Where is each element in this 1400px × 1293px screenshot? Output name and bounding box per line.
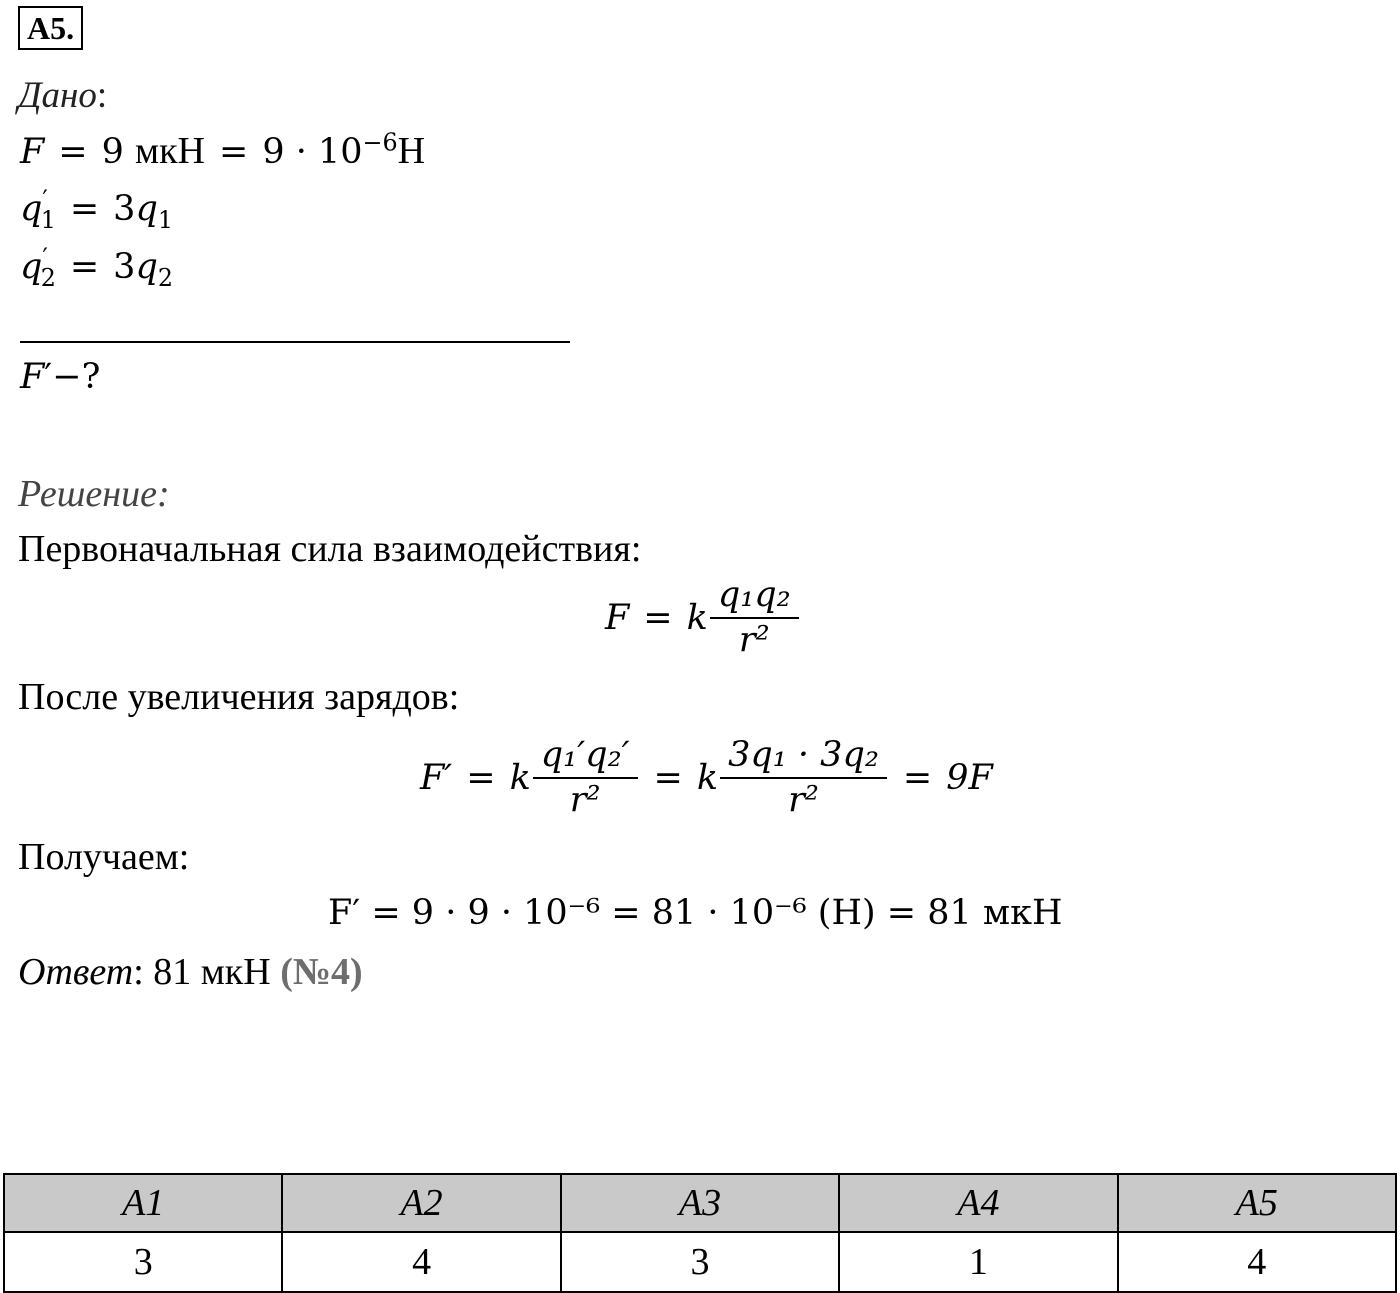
formula2-denominator-1: r² (533, 777, 638, 818)
given-force-si-exp: −6 (362, 128, 398, 157)
answer-label: Ответ (18, 951, 134, 993)
answers-header-cell: A1 (4, 1174, 282, 1232)
given-q2-coef: 3 (113, 247, 136, 287)
answers-header-cell: A3 (561, 1174, 839, 1232)
answers-value-cell: 3 (4, 1232, 282, 1292)
given-q1-rhs-var: q (135, 189, 158, 229)
solution-step-initial-force: Первоначальная сила взаимодействия: (18, 528, 642, 570)
answers-table-header-row (4, 1174, 1396, 1232)
final-calculation-formula: F′ = 9 · 9 · 10⁻⁶ = 81 · 10⁻⁶ (Н) = 81 мкН (328, 893, 1063, 933)
given-force: F = 9 мкН = $9 \cdot 10^{-6}Н$ (20, 128, 426, 172)
formula2-denominator-2: r² (720, 777, 887, 818)
given-force-value: 9 (101, 132, 124, 172)
formula2-fraction-1 (537, 735, 634, 820)
answers-value-cell: 3 (561, 1232, 839, 1292)
given-heading: Дано: (18, 75, 108, 116)
formula2-k1: k (509, 757, 531, 798)
given-force-si-value: 9 (262, 132, 285, 172)
find-unknown (20, 357, 101, 397)
given-q1-var: q (20, 189, 43, 229)
new-force-formula: F′ = k $\frac{\text{q₁′q₂′}}{\text{r²}}$ = k $\frac{\text{3q₁ · 3q₂}}{\text{r²}}$ = 9F (420, 735, 993, 820)
answers-value-cell: 4 (282, 1232, 560, 1292)
answers-header-cell: A4 (839, 1174, 1117, 1232)
given-divider (20, 341, 570, 343)
given-q2-prime: ′ (42, 243, 48, 272)
answers-header-cell: A2 (282, 1174, 560, 1232)
find-var: F (20, 357, 45, 397)
answers-table-value-row (4, 1232, 1396, 1292)
formula1-k: k (686, 597, 708, 638)
formula2-result: 9F (946, 757, 993, 798)
formula2-numerator-1: q₁′q₂′ (540, 735, 630, 775)
task-number-label: A5. (18, 6, 83, 50)
formula1-denominator: r² (710, 617, 799, 658)
given-force-unit: мкН (135, 130, 205, 172)
coulomb-law-formula: F = k $\frac{\text{q₁q₂}}{\text{r²}}$ (605, 578, 801, 658)
formula1-numerator: q₁q₂ (717, 575, 791, 615)
given-heading-text: Дано (18, 75, 97, 116)
answer-line: Ответ: 81 мкН (№4) (18, 951, 363, 993)
solution-heading: Решение: (18, 473, 170, 515)
given-force-si-unit: Н (397, 130, 426, 172)
given-charge-2: $q'_2 = 3q_2$ (20, 243, 173, 292)
formula2-k2: k (696, 757, 719, 798)
find-suffix: −? (52, 357, 101, 397)
given-q1-sub: 1 (40, 206, 56, 234)
answers-table (3, 1173, 1397, 1293)
given-q2-rhs-sub: 2 (157, 264, 173, 292)
formula2-fraction-2 (724, 735, 883, 820)
given-force-si-base: 10 (318, 132, 363, 172)
given-q2-var: q (20, 247, 43, 287)
answers-value-cell: 4 (1118, 1232, 1396, 1292)
answer-option-number: (№4) (280, 951, 363, 993)
answers-header-cell: A5 (1118, 1174, 1396, 1232)
given-q2-rhs-var: q (135, 247, 158, 287)
given-force-var: F (20, 132, 45, 172)
formula1-lhs: F (605, 597, 630, 638)
given-q1-prime: ′ (42, 185, 48, 214)
solution-step-result: Получаем: (18, 836, 190, 878)
given-charge-1: $q'_1 = 3q_1$ (20, 185, 173, 234)
find-prime: ′ (44, 357, 53, 397)
given-q2-sub: 2 (40, 264, 56, 292)
formula2-numerator-2: 3q₁ · 3q₂ (728, 735, 879, 775)
answer-value: 81 мкН (153, 951, 271, 993)
formula1-fraction (714, 575, 795, 660)
answers-value-cell: 1 (839, 1232, 1117, 1292)
solution-step-increased-charges: После увеличения зарядов: (18, 676, 460, 718)
given-q1-coef: 3 (113, 189, 136, 229)
formula2-lhs: F′ (420, 757, 453, 798)
given-q1-rhs-sub: 1 (157, 206, 173, 234)
